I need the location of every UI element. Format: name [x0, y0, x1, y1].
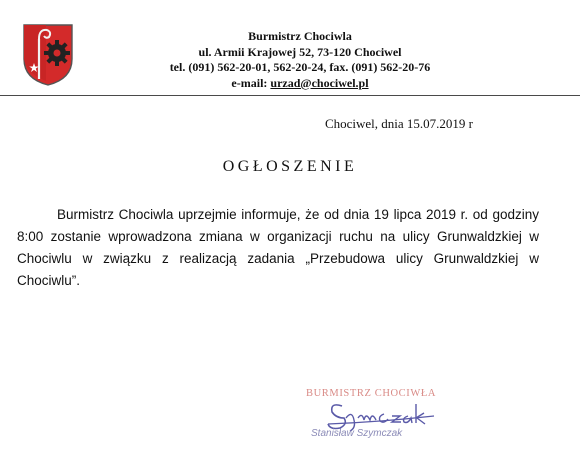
- coat-of-arms-logo: [22, 23, 74, 87]
- letterhead-email-label: e-mail:: [231, 75, 271, 90]
- place-and-date: Chociwel, dnia 15.07.2019 r: [324, 116, 473, 131]
- letterhead: [150, 29, 450, 91]
- stamp-name: Stanisław Szymczak: [311, 428, 403, 439]
- signature-stamp: [300, 388, 475, 458]
- announcement-body: [17, 204, 539, 292]
- letterhead-email-line: [150, 76, 450, 92]
- letterhead-office: Burmistrz Chociwla: [248, 29, 352, 43]
- announcement-title: OGŁOSZENIE: [222, 158, 358, 175]
- letterhead-email-link[interactable]: urzad@chociwel.pl: [270, 75, 369, 90]
- stamp-title: BURMISTRZ CHOCIWŁA: [306, 388, 437, 399]
- letterhead-address: ul. Armii Krajowej 52, 73-120 Chociwel: [198, 44, 402, 59]
- letterhead-phone: tel. (091) 562-20-01, 562-20-24, fax. (091) 562-20-76: [169, 60, 431, 74]
- announcement-paragraph: Burmistrz Chociwla uprzejmie informuje, że od dnia 19 lipca 2019 r. od godziny 8:00 zostanie wprowadzona zmiana w organizacji ruchu na ulicy Grunwaldzkiej w Chociwlu w związku z realizacją zadania „Przebudowa ulicy Grunwaldzkiej w Chociwlu”.: [17, 207, 539, 288]
- header-divider: [0, 95, 580, 96]
